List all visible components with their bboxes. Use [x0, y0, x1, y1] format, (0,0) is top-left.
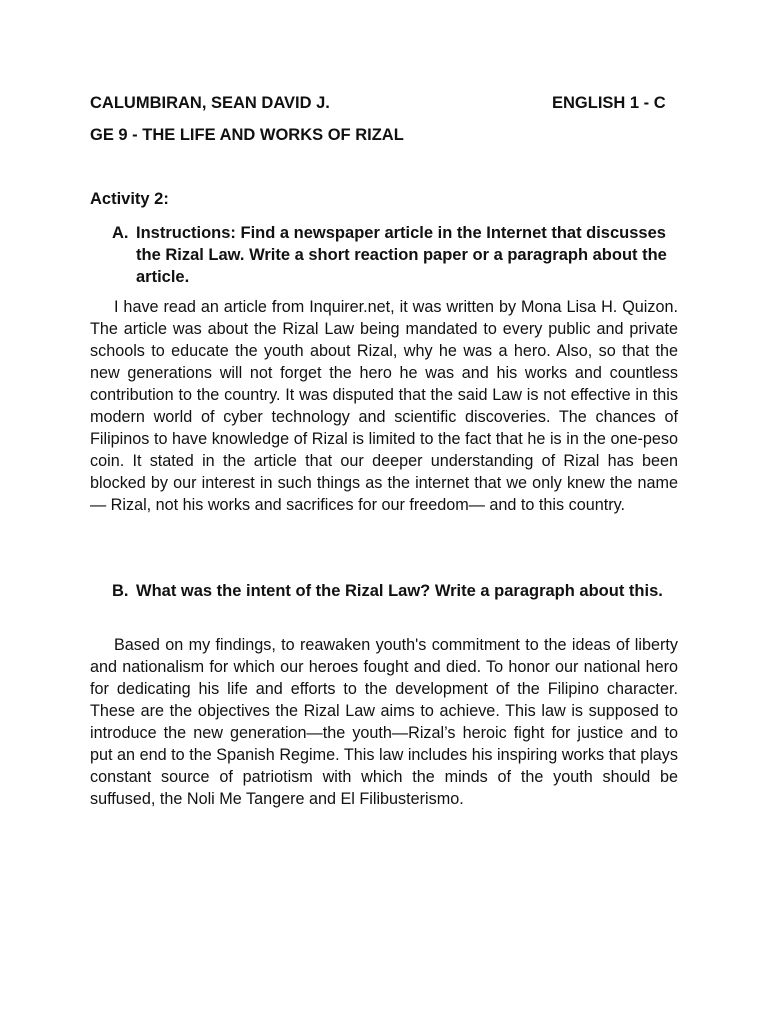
question-b — [112, 580, 678, 602]
student-name: CALUMBIRAN, SEAN DAVID J. — [90, 94, 330, 112]
answer-b-paragraph: Based on my findings, to reawaken youth's commitment to the ideas of liberty and nationalism for which our heroes fought and died. To honor our national hero for dedicating his life and efforts to the development of the Filipino character. These are the objectives the Rizal Law aims to achieve. This law is supposed to introduce the new generation—the youth—Rizal’s heroic fight for justice and to put an end to the Spanish Regime. This law includes his inspiring works that plays constant source of patriotism with which the minds of the youth should be suffused, the Noli Me Tangere and El Filibusterismo. — [90, 636, 678, 808]
question-a-marker: A. — [112, 224, 129, 242]
question-b-text: What was the intent of the Rizal Law? Write a paragraph about this. — [136, 582, 663, 600]
question-b-marker: B. — [112, 582, 129, 600]
question-a — [112, 222, 678, 288]
subject-title: GE 9 - THE LIFE AND WORKS OF RIZAL — [90, 126, 404, 144]
course-section: ENGLISH 1 - C — [552, 94, 666, 112]
question-a-text: Instructions: Find a newspaper article in the Internet that discusses the Rizal Law. Write a short reaction paper or a paragraph about the article. — [136, 224, 667, 286]
answer-a-paragraph: I have read an article from Inquirer.net, it was written by Mona Lisa H. Quizon. The article was about the Rizal Law being mandated to every public and private schools to educate the youth about Rizal, why he was a hero. Also, so that the new generations will not forget the hero he was and his works and countless contribution to the country. It was disputed that the said Law is not effective in this modern world of cyber technology and scientific discoveries. The chances of Filipinos to have knowledge of Rizal is limited to the fact that he is in the one-peso coin. It stated in the article that our deeper understanding of Rizal has been blocked by our interest in such things as the internet that we only knew the name — Rizal, not his works and sacrifices for our freedom— and to this country. — [90, 298, 678, 514]
activity-title: Activity 2: — [90, 190, 169, 208]
